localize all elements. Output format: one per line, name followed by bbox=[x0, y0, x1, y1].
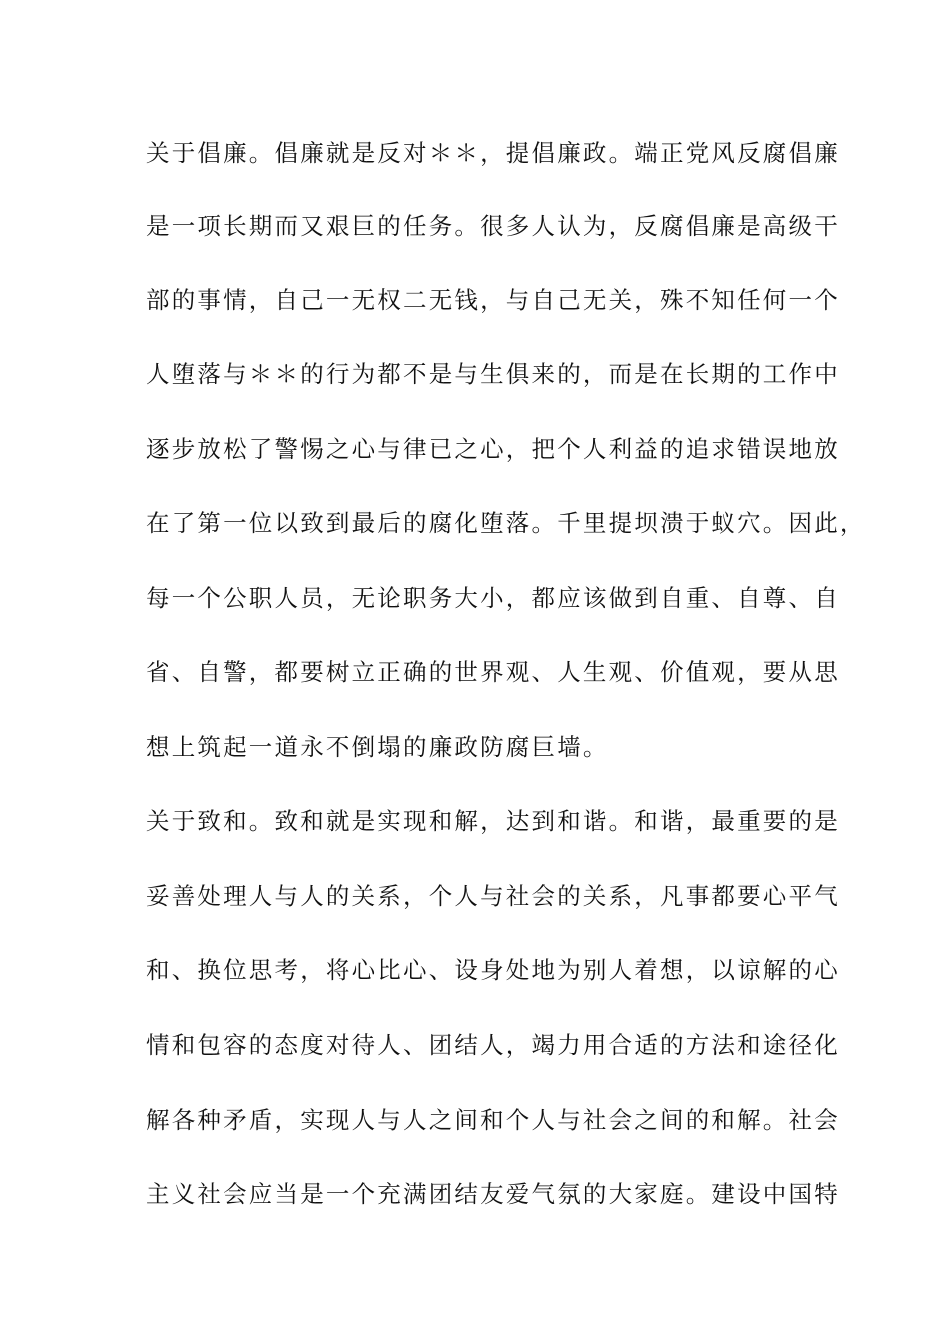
text-line: 和、换位思考，将心比心、设身处地为别人着想，以谅解的心 bbox=[146, 956, 840, 984]
text-line: 在了第一位以致到最后的腐化堕落。千里提坝溃于蚁穴。因此， bbox=[146, 509, 866, 537]
text-line: 情和包容的态度对待人、团结人，竭力用合适的方法和途径化 bbox=[146, 1031, 840, 1059]
text-line: 人堕落与＊＊的行为都不是与生俱来的，而是在长期的工作中 bbox=[146, 360, 840, 388]
text-line: 是一项长期而又艰巨的任务。很多人认为，反腐倡廉是高级干 bbox=[146, 212, 840, 240]
text-line: 省、自警，都要树立正确的世界观、人生观、价值观，要从思 bbox=[146, 658, 840, 686]
text-line: 妥善处理人与人的关系，个人与社会的关系，凡事都要心平气 bbox=[146, 882, 840, 910]
text-line: 解各种矛盾，实现人与人之间和个人与社会之间的和解。社会 bbox=[146, 1106, 840, 1134]
text-line: 关于致和。致和就是实现和解，达到和谐。和谐，最重要的是 bbox=[146, 807, 840, 835]
text-line: 逐步放松了警惕之心与律已之心，把个人利益的追求错误地放 bbox=[146, 435, 840, 463]
text-line: 主义社会应当是一个充满团结友爱气氛的大家庭。建设中国特 bbox=[146, 1180, 840, 1208]
text-line: 想上筑起一道永不倒塌的廉政防腐巨墙。 bbox=[146, 733, 609, 761]
text-line: 关于倡廉。倡廉就是反对＊＊，提倡廉政。端正党风反腐倡廉 bbox=[146, 139, 840, 167]
text-line: 每一个公职人员，无论职务大小，都应该做到自重、自尊、自 bbox=[146, 584, 840, 612]
text-line: 部的事情，自己一无权二无钱，与自己无关，殊不知任何一个 bbox=[146, 286, 840, 314]
